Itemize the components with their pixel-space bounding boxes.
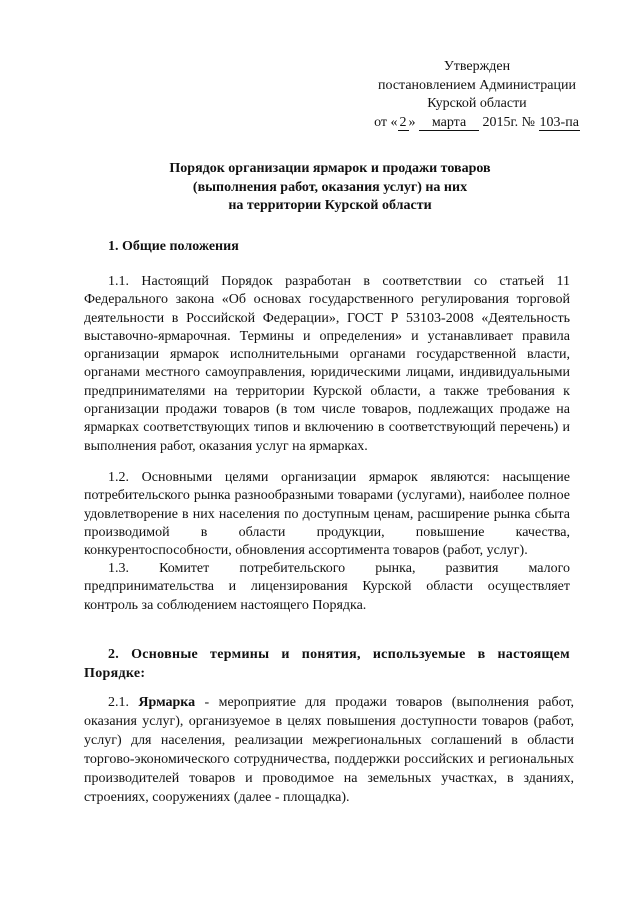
title-line-2: (выполнения работ, оказания услуг) на них (192, 179, 468, 195)
title-line-3: на территории Курской области (228, 198, 432, 213)
date-prefix: от « (374, 114, 398, 130)
term-fair: Ярмарка (138, 695, 196, 710)
approval-line-resolution: постановлением Администрации (378, 77, 576, 93)
approval-stamp (352, 58, 602, 132)
date-day-close: » (408, 114, 416, 130)
paragraph-2-1-number: 2.1. (108, 695, 129, 710)
title-line-1: Порядок организации ярмарок и продажи товаров (169, 161, 491, 176)
date-year: 2015г. № (482, 114, 536, 130)
approval-line-region: Курской области (427, 96, 527, 111)
paragraph-2-1-text: - мероприятие для продажи товаров (выполнения работ, оказания услуг), организуемое в целях повышения доступности товаров (работ, услуг) для населения, реализации межрегиональных соглашений в области торгово-экономического сотрудничества, поддержки российских и региональных производителей товаров и проводимое на земельных участках, в зданиях, строениях, сооружениях (далее - площадка). (84, 695, 574, 805)
approval-line-approved: Утвержден (443, 59, 511, 74)
date-month: марта (419, 116, 479, 131)
document-title (80, 160, 580, 216)
section-1-heading: 1. Общие положения (108, 239, 239, 254)
section-2-heading: 2. Основные термины и понятия, используемые в настоящем Порядке: (84, 647, 570, 681)
date-day: 2 (399, 114, 407, 130)
resolution-number: 103-па (539, 114, 579, 130)
approval-date-line (352, 114, 602, 133)
paragraph-1-3: 1.3. Комитет потребительского рынка, развития малого предпринимательства и лицензирования Курской области осуществляет контроль за соблюдением настоящего Порядка. (84, 561, 570, 613)
paragraph-1-1: 1.1. Настоящий Порядок разработан в соответствии со статьей 11 Федерального закона «Об основах государственного регулирования торговой деятельности в Российской Федерации», ГОСТ Р 53103-2008 «Деятельность выставочно-ярмарочная. Термины и определения» и устанавливает правила организации ярмарок исполнительными органами государственной власти, органами местного самоуправления, юридическими лицами, индивидуальными предпринимателями на территории Курской области, а также требования к организации продажи товаров (в том числе товаров, подлежащих продаже на ярмарках соответствующих типов и включению в соответствующий перечень) и выполнения работ, оказания услуг на ярмарках. (84, 274, 570, 454)
paragraph-1-2: 1.2. Основными целями организации ярмарок являются: насыщение потребительского рынка разнообразными товарами (услугами), наиболее полное удовлетворение в них населения по доступным ценам, расширение рынка сбыта производимой в области продукции, повышение качества, конкурентоспособности, обновления ассортимента товаров (работ, услуг). (84, 470, 570, 559)
paragraph-2-1 (84, 693, 574, 807)
